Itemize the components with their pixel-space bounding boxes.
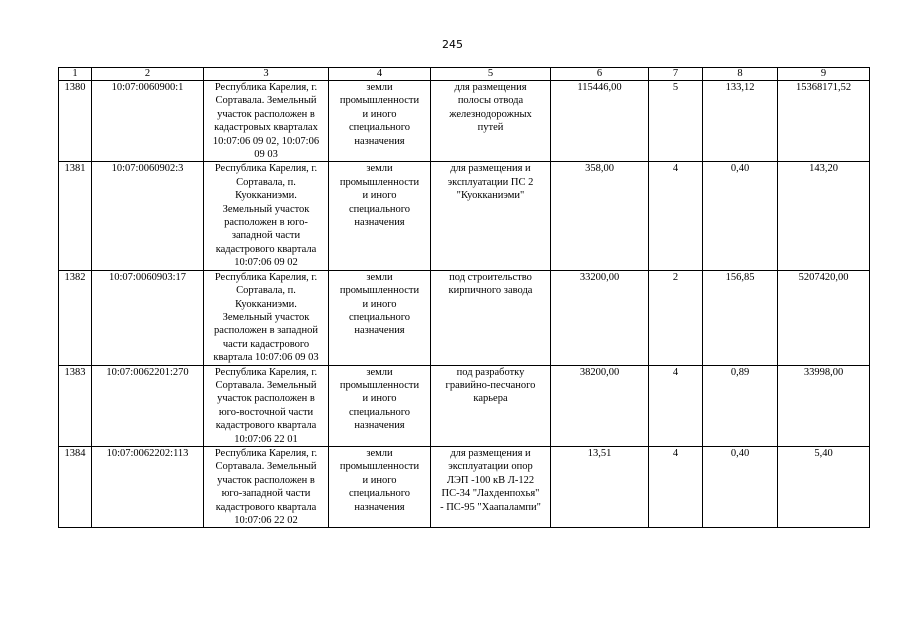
- cadastral-number-cell: 10:07:0062202:113: [92, 446, 204, 527]
- rate-cell: 2: [649, 270, 703, 365]
- address-cell: Республика Карелия, г. Сортавала. Земельный участок расположен в юго-восточной части кадастрового квартала 10:07:06 22 01: [204, 365, 329, 446]
- address-cell: Республика Карелия, г. Сортавала. Земельный участок расположен в юго-западной части кадастрового квартала 10:07:06 22 02: [204, 446, 329, 527]
- table-row: [59, 162, 870, 270]
- sum-cell: 5,40: [778, 446, 870, 527]
- land-registry-table: [58, 67, 870, 528]
- row-number-cell: 1380: [59, 81, 92, 162]
- area-cell: 13,51: [551, 446, 649, 527]
- row-number-cell: 1384: [59, 446, 92, 527]
- address-cell: Республика Карелия, г. Сортавала, п. Куокканиэми. Земельный участок расположен в юго- западной части кадастрового квартала 10:07:06 09 02: [204, 162, 329, 270]
- coefficient-cell: 156,85: [703, 270, 778, 365]
- land-category-cell: земли промышленности и иного специального назначения: [329, 365, 431, 446]
- column-header: 2: [92, 68, 204, 81]
- table-row: [59, 446, 870, 527]
- page-number: 245: [442, 38, 463, 51]
- land-category-cell: земли промышленности и иного специального назначения: [329, 162, 431, 270]
- cadastral-number-cell: 10:07:0062201:270: [92, 365, 204, 446]
- land-category-cell: земли промышленности и иного специального назначения: [329, 270, 431, 365]
- permitted-use-cell: для размещения и эксплуатации опор ЛЭП -100 кВ Л-122 ПС-34 "Лахденпохья" - ПС-95 "Хаапалампи": [431, 446, 551, 527]
- rate-cell: 5: [649, 81, 703, 162]
- land-category-cell: земли промышленности и иного специального назначения: [329, 81, 431, 162]
- column-header: 6: [551, 68, 649, 81]
- area-cell: 33200,00: [551, 270, 649, 365]
- cadastral-number-cell: 10:07:0060902:3: [92, 162, 204, 270]
- rate-cell: 4: [649, 446, 703, 527]
- permitted-use-cell: под строительство кирпичного завода: [431, 270, 551, 365]
- column-header: 9: [778, 68, 870, 81]
- permitted-use-cell: для размещения и эксплуатации ПС 2 "Куокканиэми": [431, 162, 551, 270]
- area-cell: 38200,00: [551, 365, 649, 446]
- permitted-use-cell: для размещения полосы отвода железнодорожных путей: [431, 81, 551, 162]
- cadastral-number-cell: 10:07:0060900:1: [92, 81, 204, 162]
- coefficient-cell: 0,89: [703, 365, 778, 446]
- column-header: 1: [59, 68, 92, 81]
- row-number-cell: 1381: [59, 162, 92, 270]
- cadastral-number-cell: 10:07:0060903:17: [92, 270, 204, 365]
- area-cell: 358,00: [551, 162, 649, 270]
- table-row: [59, 365, 870, 446]
- sum-cell: 5207420,00: [778, 270, 870, 365]
- column-header: 4: [329, 68, 431, 81]
- row-number-cell: 1383: [59, 365, 92, 446]
- rate-cell: 4: [649, 365, 703, 446]
- sum-cell: 143,20: [778, 162, 870, 270]
- coefficient-cell: 133,12: [703, 81, 778, 162]
- coefficient-cell: 0,40: [703, 446, 778, 527]
- sum-cell: 15368171,52: [778, 81, 870, 162]
- table-row: [59, 270, 870, 365]
- row-number-cell: 1382: [59, 270, 92, 365]
- column-header: 5: [431, 68, 551, 81]
- land-category-cell: земли промышленности и иного специального назначения: [329, 446, 431, 527]
- column-header: 3: [204, 68, 329, 81]
- column-header: 8: [703, 68, 778, 81]
- address-cell: Республика Карелия, г. Сортавала, п. Куокканиэми. Земельный участок расположен в западной части кадастрового квартала 10:07:06 09 03: [204, 270, 329, 365]
- sum-cell: 33998,00: [778, 365, 870, 446]
- column-header: 7: [649, 68, 703, 81]
- table-row: [59, 81, 870, 162]
- rate-cell: 4: [649, 162, 703, 270]
- area-cell: 115446,00: [551, 81, 649, 162]
- address-cell: Республика Карелия, г. Сортавала. Земельный участок расположен в кадастровых кварталах 10:07:06 09 02, 10:07:06 09 03: [204, 81, 329, 162]
- coefficient-cell: 0,40: [703, 162, 778, 270]
- permitted-use-cell: под разработку гравийно-песчаного карьера: [431, 365, 551, 446]
- header-row: [59, 68, 870, 81]
